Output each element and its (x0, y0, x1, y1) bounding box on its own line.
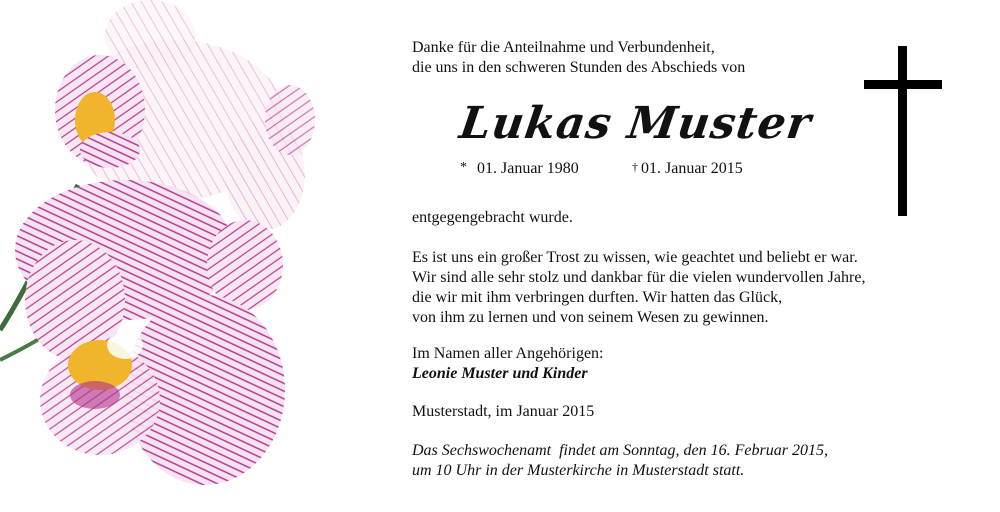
intro-line: Danke für die Anteilnahme und Verbundenheit, (412, 39, 715, 56)
signature (412, 344, 604, 384)
death-date-value: 01. Januar 2015 (641, 160, 743, 177)
message-line: Wir sind alle sehr stolz und dankbar für die vielen wundervollen Jahre, (412, 269, 866, 286)
closing-intro: entgegengebracht wurde. (412, 209, 573, 226)
service-line: Das Sechswochenamt findet am Sonntag, den 16. Februar 2015, (412, 442, 828, 459)
birth-star-icon: * (460, 160, 467, 175)
death-dagger-icon: † (632, 160, 638, 174)
service-line: um 10 Uhr in der Musterkirche in Musterstadt statt. (412, 462, 745, 479)
message-text (412, 248, 865, 328)
orchid-flower-image (0, 0, 330, 512)
intro-text (412, 38, 745, 78)
message-line: die wir mit ihm verbringen durften. Wir hatten das Glück, (412, 289, 783, 306)
death-date (632, 160, 743, 178)
birth-date (460, 160, 579, 178)
signature-label: Im Namen aller Angehörigen: (412, 345, 604, 362)
message-line: Es ist uns ein großer Trost zu wissen, wie geachtet und beliebt er war. (412, 249, 858, 266)
signature-family: Leonie Muster und Kinder (412, 365, 588, 382)
service-notice (412, 441, 828, 481)
birth-date-value: 01. Januar 1980 (477, 160, 579, 177)
place-date: Musterstadt, im Januar 2015 (412, 403, 595, 420)
deceased-name: Lukas Muster (456, 98, 815, 149)
intro-line: die uns in den schweren Stunden des Abschieds von (412, 59, 746, 76)
cross-icon (864, 46, 942, 216)
message-line: von ihm zu lernen und von seinem Wesen zu gewinnen. (412, 309, 769, 326)
